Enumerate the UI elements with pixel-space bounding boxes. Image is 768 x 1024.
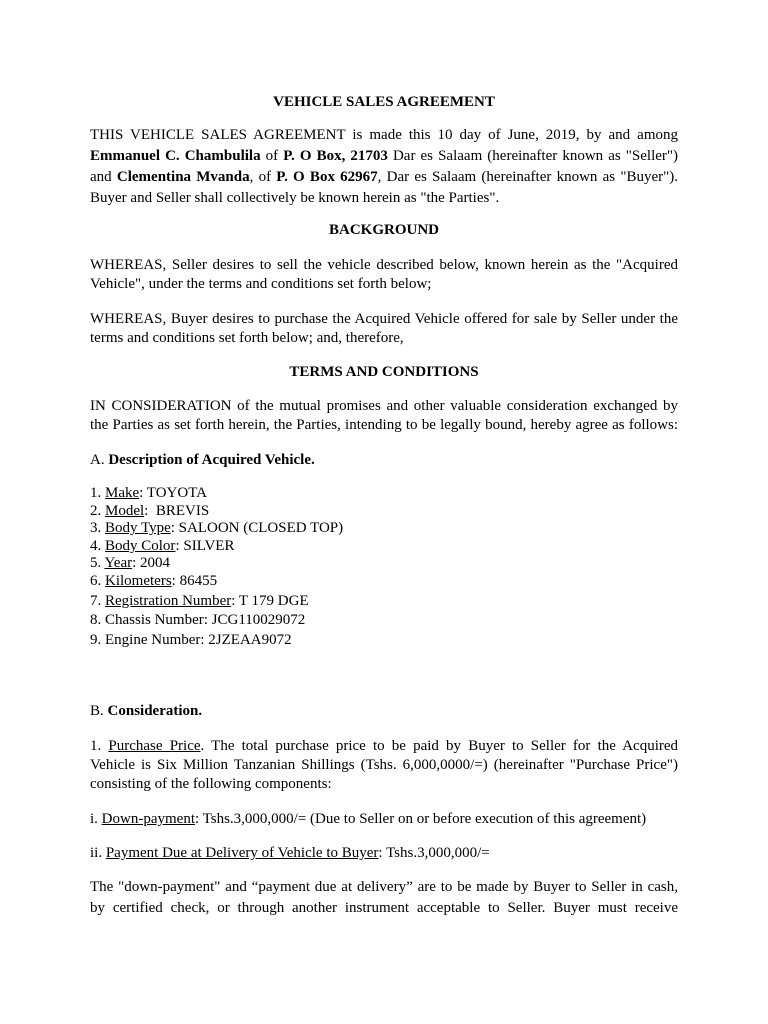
- list-item: 1. Make: TOYOTA: [90, 485, 207, 501]
- background-paragraph-1: WHEREAS, Seller desires to sell the vehicle described below, known herein as the "Acquired Vehicle", under the terms and conditions set forth below;: [90, 257, 678, 292]
- intro-line-3: and Clementina Mvanda, of P. O Box 62967, Dar es Salaam (hereinafter known as "Buyer").: [90, 169, 678, 185]
- list-item: 5. Year: 2004: [90, 555, 171, 572]
- chassis-number: 8. Chassis Number: JCG110029072: [90, 612, 306, 629]
- delivery-payment-line: ii. Payment Due at Delivery of Vehicle to Buyer: Tshs.3,000,000/=: [90, 845, 490, 861]
- list-item: 4. Body Color: SILVER: [90, 537, 235, 554]
- background-paragraph-2: WHEREAS, Buyer desires to purchase the Acquired Vehicle offered for sale by Seller under the terms and conditions set forth below; and, therefore,: [90, 311, 678, 346]
- seller-box: P. O Box, 21703: [283, 148, 388, 164]
- engine-number: 9. Engine Number: 2JZEAA9072: [90, 631, 292, 648]
- terms-heading: TERMS AND CONDITIONS: [289, 364, 479, 380]
- list-item: 3. Body Type: SALOON (CLOSED TOP): [90, 520, 344, 537]
- section-a-heading: A. Description of Acquired Vehicle.: [90, 452, 315, 468]
- buyer-box: P. O Box 62967: [276, 169, 378, 185]
- payment-method-paragraph: The "down-payment" and “payment due at delivery” are to be made by Buyer to Seller in cash, by certified check, or through another instrument acceptable to Seller. Buyer must receive: [90, 879, 678, 916]
- section-b-heading: B. Consideration.: [90, 703, 203, 719]
- document-title: VEHICLE SALES AGREEMENT: [273, 94, 495, 110]
- terms-paragraph: IN CONSIDERATION of the mutual promises and other valuable consideration exchanged by the Parties as set forth herein, the Parties, intending to be legally bound, hereby agree as follows:: [90, 398, 678, 433]
- background-heading: BACKGROUND: [328, 222, 439, 238]
- down-payment-line: i. Down-payment: Tshs.3,000,000/= (Due to Seller on or before execution of this agreement): [90, 811, 647, 827]
- purchase-price-paragraph: 1. Purchase Price. The total purchase price to be paid by Buyer to Seller for the Acquired Vehicle is Six Million Tanzanian Shillings (Tshs. 6,000,0000/=) (hereinafter "Purchase Price") consisting of the following components:: [90, 738, 679, 792]
- intro-line-1: THIS VEHICLE SALES AGREEMENT is made this 10 day of June, 2019, by and among: [90, 127, 678, 143]
- intro-line-2: Emmanuel C. Chambulila of P. O Box, 21703 Dar es Salaam (hereinafter known as "Seller"): [90, 148, 679, 164]
- list-item: 6. Kilometers: 86455: [90, 572, 218, 589]
- buyer-name: Clementina Mvanda: [116, 169, 250, 185]
- vehicle-details-list: [90, 485, 678, 649]
- list-item: 2. Model: BREVIS: [90, 502, 210, 519]
- seller-name: Emmanuel C. Chambulila: [90, 148, 261, 164]
- intro-paragraph: [90, 126, 678, 208]
- intro-line-4: Buyer and Seller shall collectively be known herein as "the Parties".: [90, 190, 500, 206]
- list-item: 7. Registration Number: T 179 DGE: [90, 592, 309, 609]
